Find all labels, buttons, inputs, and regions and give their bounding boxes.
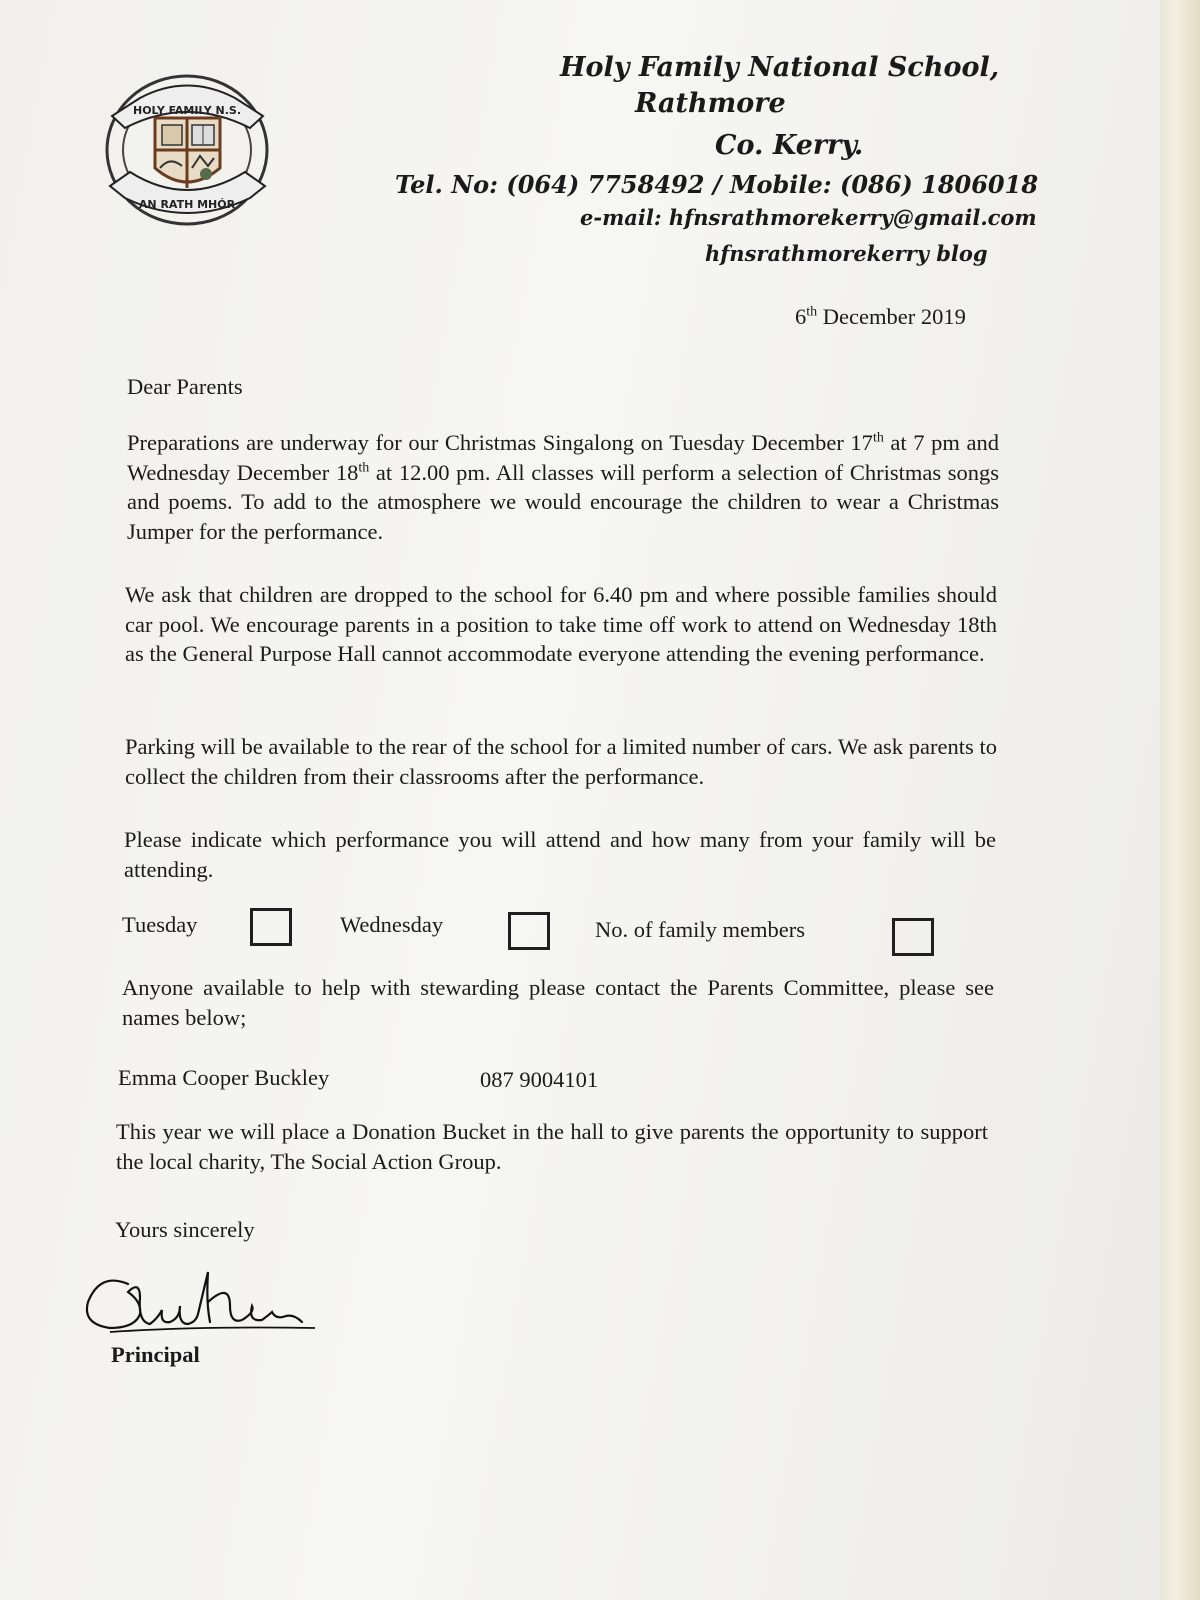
- date-suffix: th: [806, 304, 818, 320]
- paragraph1-sup-b: th: [358, 460, 370, 475]
- paragraph-stewarding: Anyone available to help with stewarding please contact the Parents Committee, please see names below;: [122, 975, 994, 1030]
- paragraph-drop-off: We ask that children are dropped to the school for 6.40 pm and where possible families should car pool. We encourage parents in a position to take time off work to attend on Wednesday 18th as the General Purpose Hall cannot accommodate everyone attending the evening performance.: [125, 582, 997, 666]
- closing: Yours sincerely: [115, 1217, 255, 1242]
- tuesday-label: Tuesday: [122, 912, 198, 937]
- school-blog[interactable]: hfnsrathmorekerry blog: [705, 241, 988, 266]
- principal-signature: [80, 1262, 320, 1352]
- crest-bottom-text: AN RATH MHÓR: [138, 198, 236, 211]
- school-town: Rathmore: [635, 88, 786, 119]
- school-email[interactable]: e-mail: hfnsrathmorekerry@gmail.com: [580, 205, 1037, 230]
- family-members-label: No. of family members: [595, 917, 805, 942]
- wednesday-label: Wednesday: [340, 912, 444, 937]
- paragraph1-part-a: Preparations are underway for our Christmas Singalong on Tuesday December 17: [127, 430, 873, 455]
- paragraph1-sup-a: th: [872, 430, 884, 446]
- tuesday-checkbox[interactable]: [250, 908, 292, 946]
- family-members-box[interactable]: [892, 918, 934, 956]
- wednesday-checkbox[interactable]: [508, 912, 550, 950]
- school-name: Holy Family National School,: [560, 52, 1000, 83]
- date-day: 6: [795, 304, 807, 329]
- school-county: Co. Kerry.: [715, 130, 864, 161]
- paragraph-donation: This year we will place a Donation Bucket in the hall to give parents the opportunity to support the local charity, The Social Action Group.: [116, 1119, 988, 1174]
- contact-name: Emma Cooper Buckley: [118, 1065, 330, 1090]
- salutation: Dear Parents: [127, 374, 243, 399]
- signer-title: Principal: [111, 1342, 200, 1367]
- letter-date: [795, 302, 966, 332]
- paragraph-parking: Parking will be available to the rear of the school for a limited number of cars. We ask parents to collect the children from their classrooms after the performance.: [125, 734, 997, 789]
- school-phone-numbers: Tel. No: (064) 7758492 / Mobile: (086) 1806018: [395, 170, 1039, 199]
- school-crest-logo: [100, 68, 275, 228]
- crest-top-text: HOLY FAMILY N.S.: [132, 104, 242, 117]
- paragraph-singalong-details: [127, 428, 999, 546]
- paragraph1-part-c: at 12.00 pm. All classes will perform a selection of Christmas songs and poems. To add to the atmosphere we would encourage the children to wear a Christmas Jumper for the performance.: [127, 459, 999, 544]
- contact-phone: 087 9004101: [480, 1067, 599, 1092]
- paragraph1-part-b: at 7 pm and Wednesday December 18: [127, 430, 999, 485]
- paper-stack-edge: [1160, 0, 1200, 1600]
- paragraph-attendance-request: Please indicate which performance you will attend and how many from your family will be attending.: [124, 827, 996, 882]
- date-rest: December 2019: [817, 304, 966, 329]
